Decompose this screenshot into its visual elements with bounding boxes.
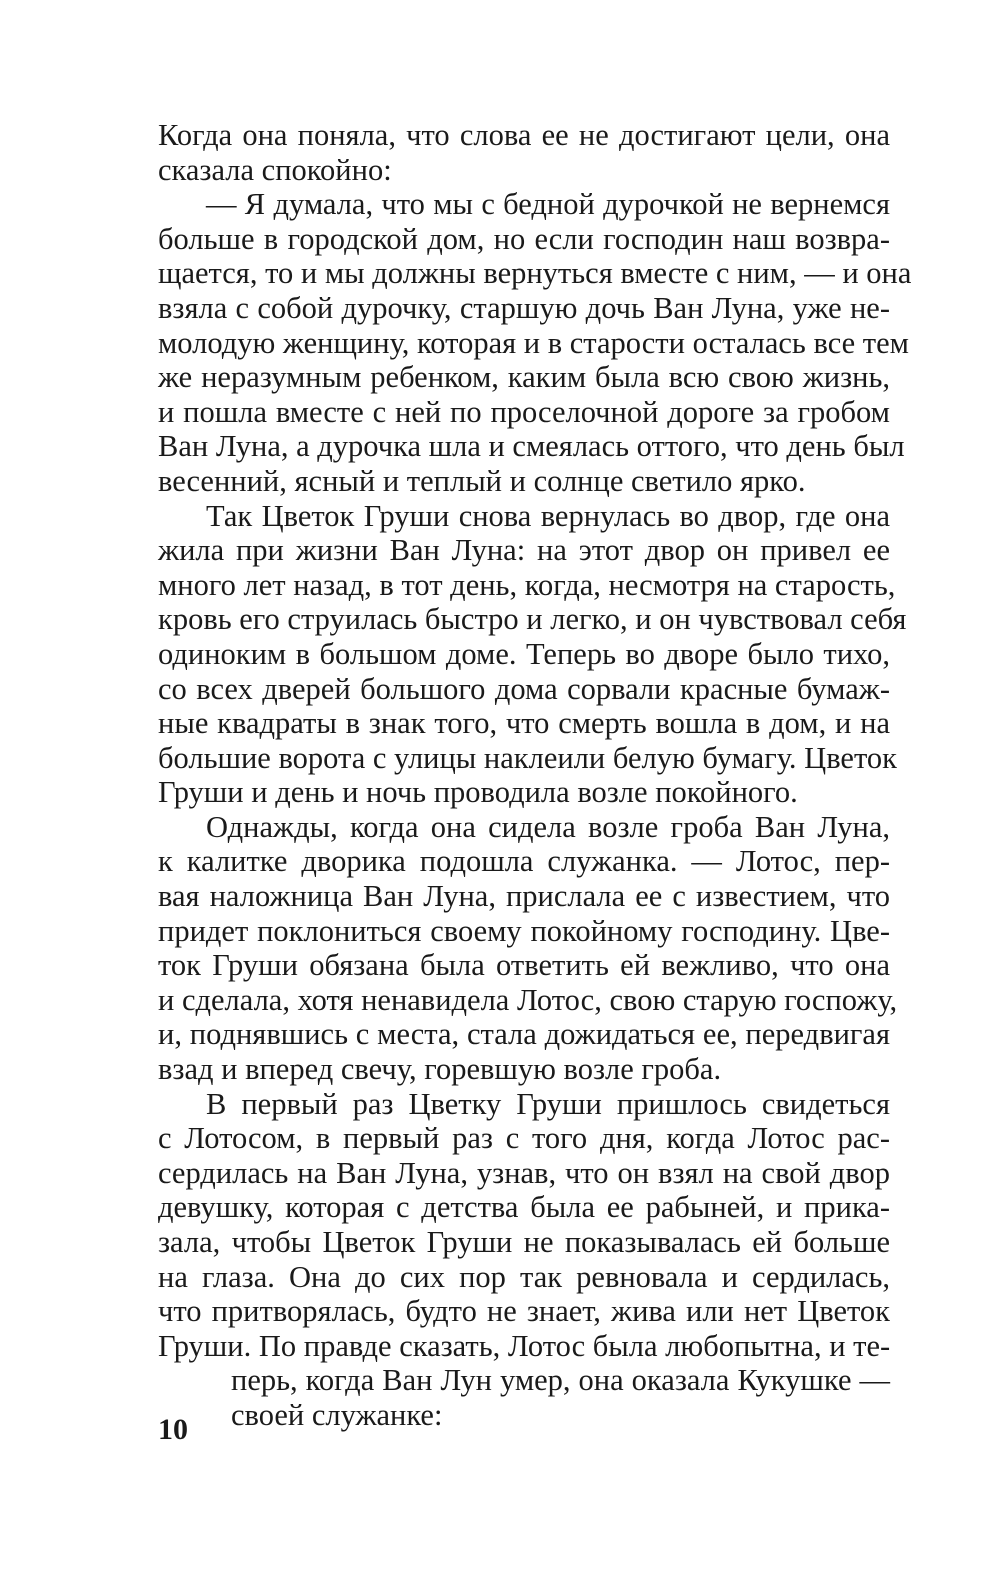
- text-line: на глаза. Она до сих пор так ревновала и сердилась,: [158, 1259, 890, 1294]
- text-line: жила при жизни Ван Луна: на этот двор он привел ее: [158, 533, 890, 568]
- text-line: Груши и день и ночь проводила возле покойного.: [158, 775, 798, 810]
- text-line: сказала спокойно:: [158, 152, 392, 187]
- text-line: и сделала, хотя ненавидела Лотос, свою старую госпожу,: [158, 982, 898, 1017]
- text-line: больше в городской дом, но если господин наш возвра-: [158, 221, 890, 256]
- text-line: Однажды, когда она сидела возле гроба Ван Луна,: [206, 809, 890, 844]
- text-line: же неразумным ребенком, каким была всю свою жизнь,: [158, 360, 890, 395]
- page-number: 10: [158, 1413, 188, 1446]
- text-line: щается, то и мы должны вернуться вместе с ним, — и она: [158, 256, 912, 291]
- text-line: взяла с собой дурочку, старшую дочь Ван Луна, уже не-: [158, 290, 890, 325]
- text-line: много лет назад, в тот день, когда, несмотря на старость,: [158, 567, 896, 602]
- text-line: Когда она поняла, что слова ее не достигают цели, она: [158, 118, 890, 152]
- text-line: Груши. По правде сказать, Лотос была любопытна, и те-: [158, 1328, 891, 1363]
- text-line: вая наложница Ван Луна, прислала ее с известием, что: [158, 879, 890, 914]
- text-line: В первый раз Цветку Груши пришлось свидеться: [206, 1086, 890, 1121]
- text-line: к калитке дворика подошла служанка. — Лотос, пер-: [158, 844, 890, 879]
- text-line: ток Груши обязана была ответить ей вежливо, что она: [158, 948, 890, 983]
- page-body: [158, 118, 912, 1433]
- text-line: Ван Луна, а дурочка шла и смеялась оттого, что день был: [158, 429, 905, 464]
- text-line: взад и вперед свечу, горевшую возле гроба.: [158, 1052, 722, 1087]
- text-line: и, поднявшись с места, стала дожидаться ее, передвигая: [158, 1017, 890, 1052]
- text-line: придет поклониться своему покойному господину. Цве-: [158, 913, 890, 948]
- text-line: большие ворота с улицы наклеили белую бумагу. Цветок: [158, 740, 897, 775]
- text-line: своей служанке:: [231, 1397, 443, 1432]
- text-line: зала, чтобы Цветок Груши не показывалась ей больше: [158, 1225, 890, 1259]
- text-line: сердилась на Ван Луна, узнав, что он взял на свой двор: [158, 1155, 890, 1190]
- text-line: что притворялась, будто не знает, жива или нет Цветок: [158, 1294, 890, 1329]
- text-line: ные квадраты в знак того, что смерть вошла в дом, и на: [158, 706, 890, 741]
- text-line: весенний, ясный и теплый и солнце светило ярко.: [158, 463, 806, 498]
- text-line: девушку, которая с детства была ее рабыней, и прика-: [158, 1190, 890, 1225]
- text-line: кровь его струилась быстро и легко, и он чувствовал себя: [158, 602, 907, 637]
- text-line: с Лотосом, в первый раз с того дня, когда Лотос рас-: [158, 1121, 890, 1156]
- text-line: Так Цветок Груши снова вернулась во двор, где она: [206, 498, 890, 533]
- text-line: одиноким в большом доме. Теперь во дворе было тихо,: [158, 636, 890, 671]
- text-line: молодую женщину, которая и в старости осталась все тем: [158, 325, 909, 360]
- text-line: и пошла вместе с ней по проселочной дороге за гробом: [158, 394, 890, 429]
- text-line: со всех дверей большого дома сорвали красные бумаж-: [158, 671, 890, 706]
- text-line: перь, когда Ван Лун умер, она оказала Кукушке —: [231, 1363, 890, 1398]
- text-line: — Я думала, что мы с бедной дурочкой не вернемся: [206, 187, 890, 222]
